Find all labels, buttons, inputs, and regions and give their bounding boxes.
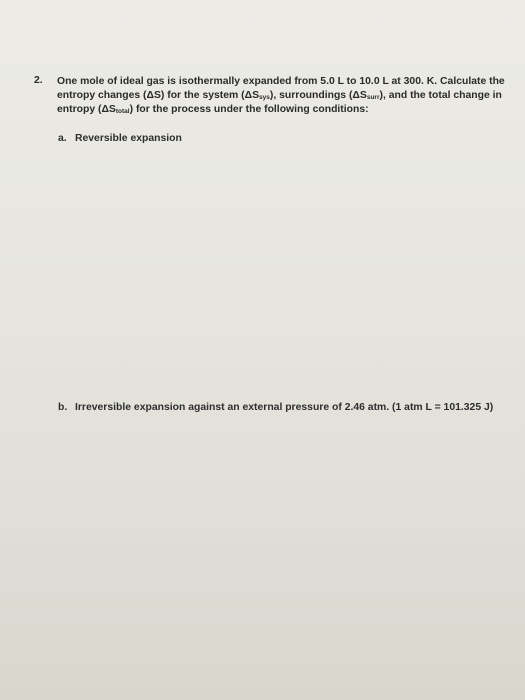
question-line-3 xyxy=(57,103,369,118)
part-b-label: b. xyxy=(58,402,68,413)
part-b-text: Irreversible expansion against an external pressure of 2.46 atm. (1 atm L = 101.325 J) xyxy=(75,402,494,413)
question-line-3-part-a: entropy (ΔS xyxy=(57,104,116,115)
subscript-sys: sys xyxy=(259,94,270,101)
question-line-2 xyxy=(57,89,502,104)
part-a-text: Reversible expansion xyxy=(75,133,182,144)
question-line-2-part-c: ), and the total change in xyxy=(379,90,502,101)
question-line-3-part-b: ) for the process under the following conditions: xyxy=(129,104,369,115)
question-number: 2. xyxy=(34,75,43,86)
subscript-total: total xyxy=(115,108,130,115)
part-a-label: a. xyxy=(58,133,67,144)
question-line-1: One mole of ideal gas is isothermally expanded from 5.0 L to 10.0 L at 300. K. Calculate the xyxy=(57,76,505,87)
subscript-surr: surr xyxy=(366,94,380,101)
question-line-2-part-b: ), surroundings (ΔS xyxy=(269,90,367,101)
question-line-2-part-a: entropy changes (ΔS) for the system (ΔS xyxy=(57,90,260,101)
